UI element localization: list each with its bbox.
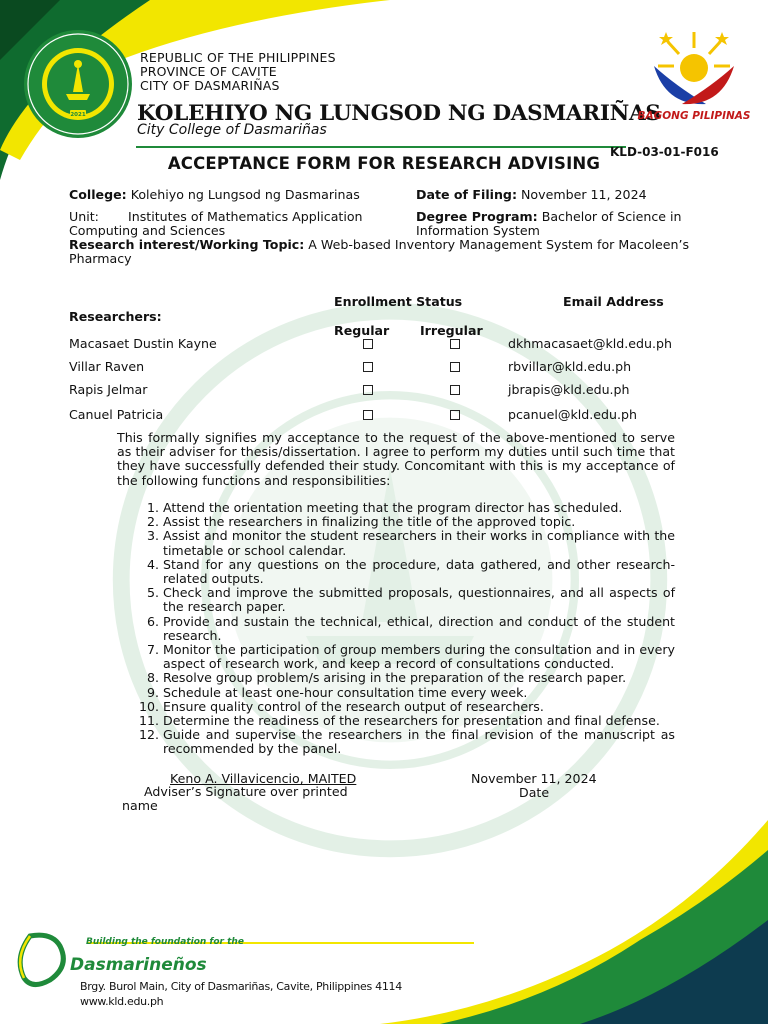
college-subtitle: City College of Dasmariñas bbox=[137, 122, 327, 138]
date-filing-value: November 11, 2024 bbox=[521, 187, 647, 202]
researcher-email: dkhmacasaet@kld.edu.ph bbox=[508, 336, 672, 351]
researcher-email: pcanuel@kld.edu.ph bbox=[508, 407, 637, 422]
regular-checkbox[interactable] bbox=[363, 362, 373, 372]
enrollment-status-header: Enrollment Status bbox=[334, 294, 463, 309]
footer-tagline: Building the foundation for the bbox=[86, 937, 244, 947]
unit-value: Institutes of Mathematics Application Computing and Sciences bbox=[69, 209, 363, 238]
regular-checkbox[interactable] bbox=[363, 339, 373, 349]
responsibility-item: 9. Schedule at least one-hour consultation time every week. bbox=[163, 686, 675, 700]
adviser-name: Keno A. Villavicencio, MAITED bbox=[170, 771, 357, 786]
acceptance-statement: This formally signifies my acceptance to the request of the above-mentioned to serve as their adviser for thesis/dissertation. I agree to perform my duties until such time that they have successfully defended their study. Concomitant with this is my acceptance of the following functions and responsibilities: bbox=[117, 430, 675, 488]
researcher-name: Rapis Jelmar bbox=[69, 382, 148, 397]
regular-checkbox[interactable] bbox=[363, 385, 373, 395]
unit-label: Unit: bbox=[69, 209, 99, 224]
research-topic-field bbox=[69, 238, 709, 266]
responsibility-item: 11. Determine the readiness of the researchers for presentation and final defense. bbox=[163, 714, 675, 728]
researcher-name: Villar Raven bbox=[69, 359, 145, 374]
form-title: ACCEPTANCE FORM FOR RESEARCH ADVISING bbox=[167, 154, 601, 173]
researcher-name: Macasaet Dustin Kayne bbox=[69, 336, 217, 351]
date-filing-field bbox=[416, 188, 647, 202]
bagong-pilipinas-logo bbox=[646, 26, 742, 112]
signature-date: November 11, 2024 bbox=[471, 771, 597, 786]
responsibility-item: 10. Ensure quality control of the research output of researchers. bbox=[163, 700, 675, 714]
regular-header: Regular bbox=[334, 323, 390, 338]
responsibility-item: 5. Check and improve the submitted proposals, questionnaires, and all aspects of the research paper. bbox=[163, 586, 675, 614]
republic-text: REPUBLIC OF THE PHILIPPINES bbox=[140, 50, 336, 65]
college-field bbox=[69, 188, 360, 202]
responsibility-item: 1. Attend the orientation meeting that the program director has scheduled. bbox=[163, 501, 675, 515]
responsibility-item: 4. Stand for any questions on the procedure, data gathered, and other research-related outputs. bbox=[163, 558, 675, 586]
responsibility-item: 3. Assist and monitor the student researchers in their works in compliance with the timetable or school calendar. bbox=[163, 529, 675, 557]
responsibility-item: 12. Guide and supervise the researchers in the final revision of the manuscript as recommended by the panel. bbox=[163, 728, 675, 756]
responsibility-item: 7. Monitor the participation of group members during the consultation and in every aspect of research work, and keep a record of consultations conducted. bbox=[163, 643, 675, 671]
researchers-header: Researchers: bbox=[69, 309, 162, 324]
irregular-checkbox[interactable] bbox=[450, 385, 460, 395]
date-filing-label: Date of Filing: bbox=[416, 187, 517, 202]
irregular-header: Irregular bbox=[420, 323, 483, 338]
document-number: KLD-03-01-F016 bbox=[610, 145, 719, 159]
degree-program-field bbox=[416, 210, 706, 238]
header-divider bbox=[136, 146, 626, 148]
email-address-header: Email Address bbox=[563, 294, 664, 309]
researcher-email: rbvillar@kld.edu.ph bbox=[508, 359, 632, 374]
research-topic-value: A Web-based Inventory Management System for Macoleen’s Pharmacy bbox=[69, 237, 690, 266]
responsibility-item: 2. Assist the researchers in finalizing the title of the approved topic. bbox=[163, 515, 675, 529]
irregular-checkbox[interactable] bbox=[450, 362, 460, 372]
regular-checkbox[interactable] bbox=[363, 410, 373, 420]
city-text: CITY OF DASMARIÑAS bbox=[140, 78, 280, 93]
responsibility-item: 8. Resolve group problem/s arising in the preparation of the research paper. bbox=[163, 671, 675, 685]
irregular-checkbox[interactable] bbox=[450, 410, 460, 420]
footer-brand-text: Dasmarineños bbox=[70, 955, 207, 975]
footer-website[interactable]: www.kld.edu.ph bbox=[80, 995, 164, 1008]
research-topic-label: Research interest/Working Topic: bbox=[69, 237, 305, 252]
footer-address: Brgy. Burol Main, City of Dasmariñas, Cavite, Philippines 4114 bbox=[80, 980, 402, 993]
college-seal bbox=[22, 28, 134, 140]
signature-date-label: Date bbox=[519, 785, 550, 800]
adviser-signature-label: Adviser’s Signature over printed name bbox=[122, 784, 348, 813]
researcher-name: Canuel Patricia bbox=[69, 407, 164, 422]
bagong-pilipinas-label: BAGONG PILIPINAS bbox=[637, 110, 751, 122]
responsibility-item: 6. Provide and sustain the technical, ethical, direction and conduct of the student research. bbox=[163, 615, 675, 643]
degree-program-label: Degree Program: bbox=[416, 209, 538, 224]
college-label: College: bbox=[69, 187, 127, 202]
college-name: KOLEHIYO NG LUNGSOD NG DASMARIÑAS bbox=[137, 101, 661, 126]
college-value: Kolehiyo ng Lungsod ng Dasmarinas bbox=[130, 187, 360, 202]
irregular-checkbox[interactable] bbox=[450, 339, 460, 349]
researcher-email: jbrapis@kld.edu.ph bbox=[508, 382, 630, 397]
degree-program-value: Bachelor of Science in Information System bbox=[416, 209, 682, 238]
responsibilities-list bbox=[117, 501, 675, 757]
seal-year: 2021 bbox=[70, 112, 86, 118]
province-text: PROVINCE OF CAVITE bbox=[140, 64, 277, 79]
